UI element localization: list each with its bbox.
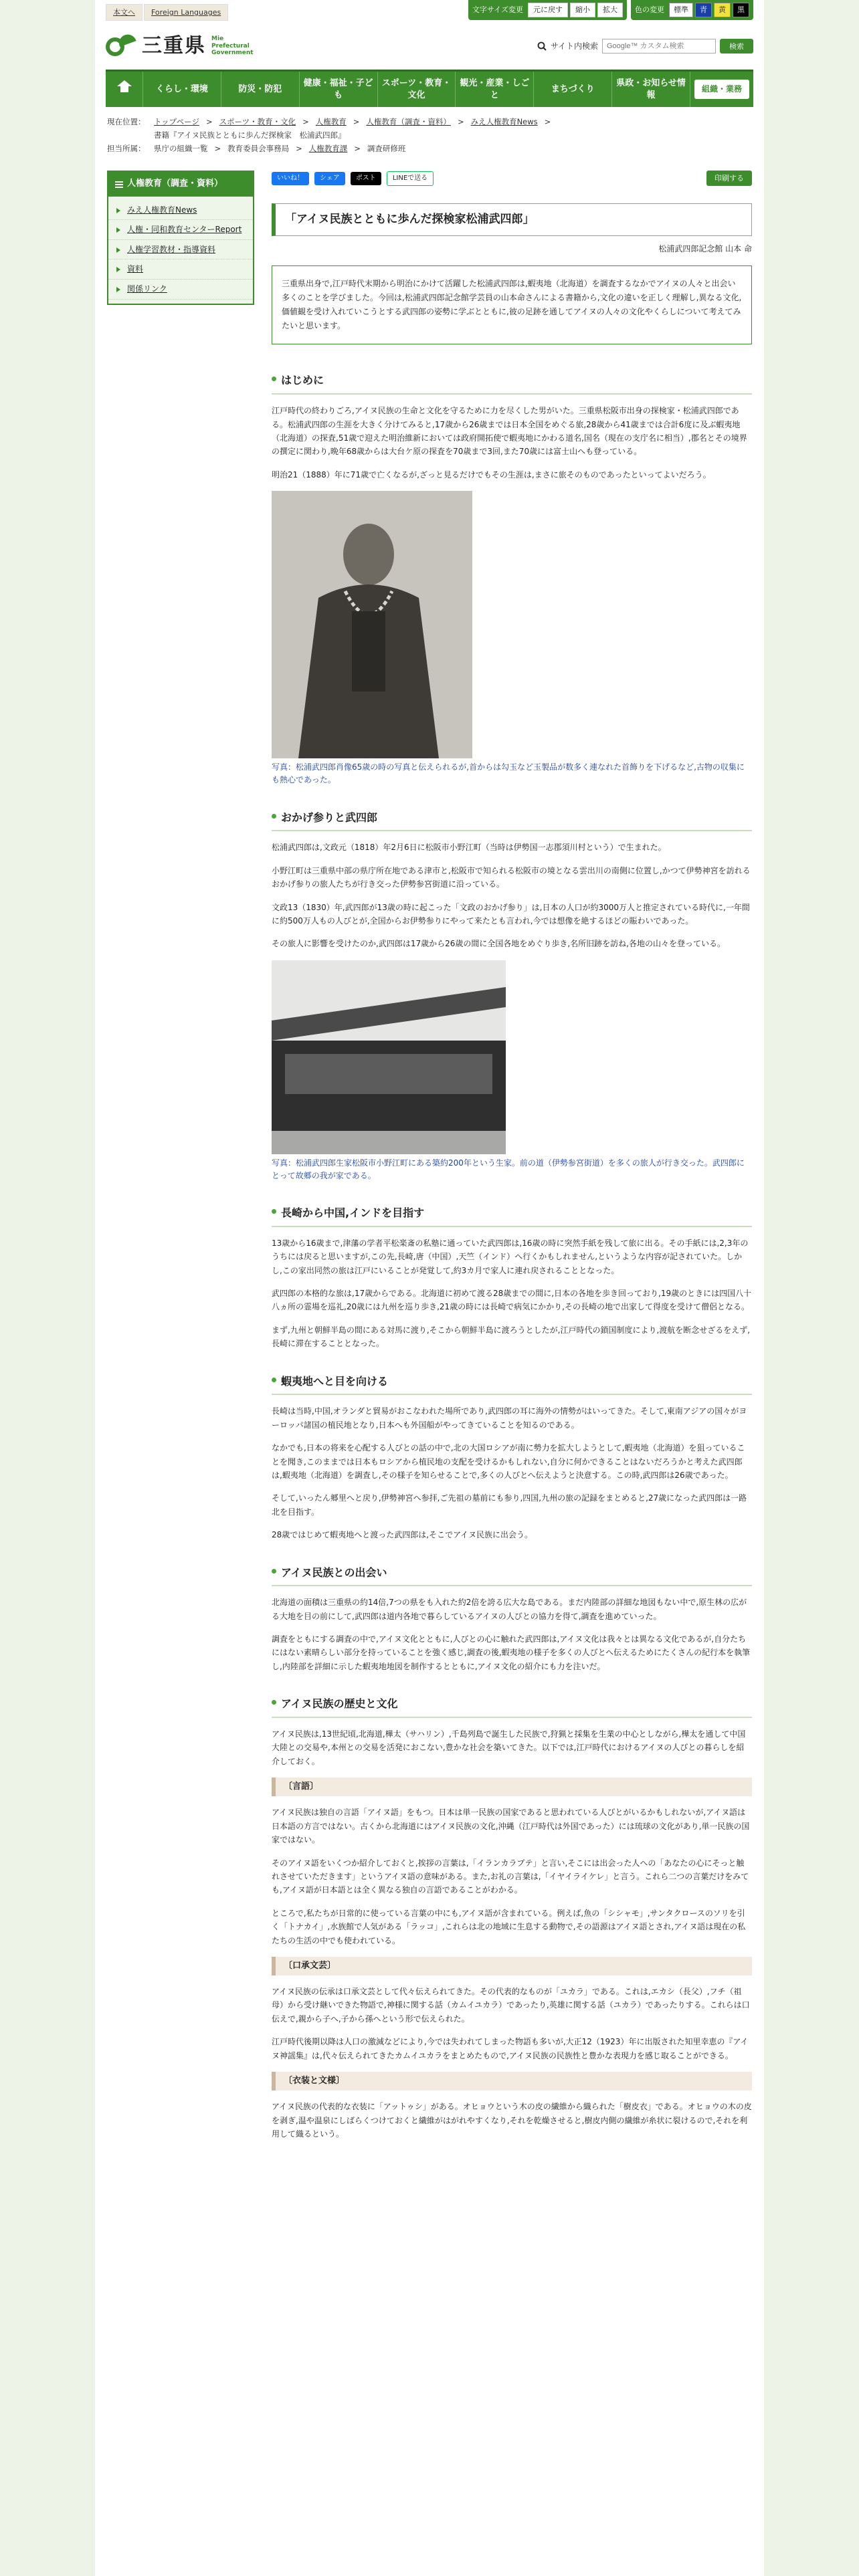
breadcrumb-tail-row [107, 130, 752, 142]
paragraph: 13歳から16歳まで,津藩の学者平松楽斎の私塾に通っていた武四郎は,16歳の時に突然手紙を残して旅に出る。その手紙には,2,3年のうちには戻ると思いますが,この先,長崎,唐（中国）,天竺（インド）へ行くかもしれません,というような内容が記されていた。しかし,この家出同然の旅は江戸にいることが発覚して,約3カ月で家人に連れ戻されることとなった。 [272, 1238, 749, 1275]
subsection-heading: 〔口承文芸〕 [272, 1957, 752, 1975]
x-post-button[interactable]: ポスト [351, 172, 381, 185]
breadcrumb [95, 107, 764, 160]
paragraph: その旅人に影響を受けたのか,武四郎は17歳から26歳の間に全国各地をめぐり歩き,名所旧跡を訪ね,各地の山々を登っている。 [272, 939, 725, 949]
sidebar-item-documents[interactable]: 資料 [108, 259, 253, 280]
breadcrumb-dept-item: 調査研修班 [367, 143, 406, 153]
sidebar-menu [107, 171, 254, 304]
page-title: 「アイヌ民族とともに歩んだ探検家松浦武四郎」 [272, 203, 752, 235]
breadcrumb-link[interactable]: みえ人権教育News [470, 117, 538, 126]
paragraph: 武四郎の本格的な旅は,17歳からである。北海道に初めて渡る28歳までの間に,日本の各地を歩き回っており,19歳のときには四国八十八ヵ所の霊場を巡礼,20歳には九州を巡り歩き,21歳の時には長崎で病気にかかり,その長崎の地で出家して得度を受けて僧侶となる。 [272, 1289, 752, 1312]
sidebar-list [108, 197, 253, 304]
search-icon [537, 41, 547, 51]
facebook-like-button[interactable]: いいね！ [272, 172, 309, 185]
paragraph: 江戸時代の終わりごろ,アイヌ民族の生命と文化を守るために力を尽くした男がいた。三重県松阪市出身の探検家・松浦武四郎である。松浦武四郎の生涯を大きく分けてみると,17歳から26歳までは日本全国をめぐる旅,28歳から41歳までは合計6度に及ぶ蝦夷地（北海道）の探査,51歳で迎えた明治維新においては政府開拓使で蝦夷地にかわる道名,国名（現在の支庁名に相当）,郡名とその境界の撰定に関わり,晩年68歳からは大台ケ原の探査を70歳まで3回,また70歳には富士山へも登っている。 [272, 406, 747, 457]
paragraph: 28歳ではじめて蝦夷地へと渡った武四郎は,そこでアイヌ民族に出会う。 [272, 1530, 533, 1540]
section-heading: アイヌ民族との出会い [272, 1562, 752, 1587]
paragraph: なかでも,日本の将来を心配する人びとの話の中で,北の大国ロシアが南に勢力を拡大しようとして,蝦夷地（北海道）を狙っていることを聞き,このままでは日本もロシアから植民地の支配を受けるかもしれない,自分に何かできることはないだろうかと考えた武四郎は,蝦夷地（北海道）を調査し,その様子を知らせることで,多くの人びとへ伝えようと決意する。この時,武四郎は26歳であった。 [272, 1443, 745, 1480]
nav-item-tourism[interactable]: 観光・産業・しごと [456, 72, 534, 107]
site-logo[interactable] [106, 31, 252, 62]
section-okage-mairi [272, 807, 752, 1183]
sidebar-item-report[interactable]: 人権・同和教育センターReport [108, 220, 253, 240]
section-ezochi [272, 1371, 752, 1542]
breadcrumb-link[interactable]: 人権教育 [315, 117, 347, 126]
sidebar-title-text: 人権教育（調査・資料） [127, 179, 223, 189]
text-size-label: 文字サイズ変更 [472, 5, 523, 15]
site-search [537, 39, 753, 53]
color-label: 色の変更 [635, 5, 664, 15]
nav-home[interactable] [106, 72, 143, 107]
home-icon [119, 85, 130, 94]
main-content [272, 171, 752, 2161]
color-black-button[interactable]: 黒 [733, 3, 749, 17]
site-header [95, 23, 764, 70]
text-size-reset-button[interactable]: 元に戻す [528, 3, 568, 17]
global-nav [106, 70, 753, 107]
color-blue-button[interactable]: 青 [695, 3, 712, 17]
foreign-languages-link[interactable]: Foreign Languages [144, 4, 228, 21]
section-heading: はじめに [272, 370, 752, 395]
nav-item-safety[interactable]: 防災・防犯 [221, 72, 300, 107]
facebook-share-button[interactable]: シェア [314, 172, 345, 185]
article-intro: 三重県出身で,江戸時代末期から明治にかけて活躍した松浦武四郎は,蝦夷地（北海道）を調査するなかでアイヌの人々と出会い多くのことを学びました。今回は,松浦武四郎記念館学芸員の山本命さんによる書籍から,文化の違いを正しく理解し,異なる文化,価値観を受け入れていこうとする武四郎の姿勢に学ぶとともに,彼の足跡を通してアイヌの人々の文化やくらしについて考えてみたいと思います。 [272, 265, 752, 344]
portrait-photo [272, 491, 472, 758]
breadcrumb-link[interactable]: 人権教育（調査・資料） [366, 117, 451, 126]
share-bar [272, 171, 752, 186]
content-layout [95, 160, 764, 2171]
nav-item-living[interactable]: くらし・環境 [143, 72, 221, 107]
breadcrumb-dept-link[interactable]: 人権教育課 [308, 143, 348, 153]
line-share-button[interactable]: LINEで送る [387, 171, 434, 186]
section-heading: アイヌ民族の歴史と文化 [272, 1693, 752, 1718]
paragraph: アイヌ民族は独自の言語「アイヌ語」をもつ。日本は単一民族の国家であると思われている人びとがいるかもしれないが,アイヌ語は日本語の方言ではない。古くから北海道にはアイヌ民族の文化,沖縄（江戸時代は外国であった）には琉球の文化があり,単一民族の国家ではない。 [272, 1808, 750, 1845]
sidebar [107, 171, 254, 2161]
article-author: 松浦武四郎記念館 山本 命 [658, 243, 752, 253]
paragraph: そして,いったん郷里へと戻り,伊勢神宮へ参拝,ご先祖の墓前にも参り,四国,九州の旅の記録をまとめると,27歳になった武四郎は一路北を目指す。 [272, 1493, 747, 1517]
subsection-heading: 〔言語〕 [272, 1778, 752, 1796]
breadcrumb-current-label: 現在位置： [107, 117, 146, 126]
photo-caption: 写真：松浦武四郎肖像65歳の時の写真と伝えられるが,首からは勾玉など玉製品が数多く連なれた首飾りを下げるなど,古物の収集にも熱心であった。 [272, 762, 745, 785]
display-settings [468, 0, 753, 20]
section-introduction [272, 370, 752, 786]
color-yellow-button[interactable]: 黄 [714, 3, 731, 17]
paragraph: まず,九州と朝鮮半島の間にある対馬に渡り,そこから朝鮮半島に渡ろうとしたが,江戸時代の鎖国制度により,渡航を断念せざるをえず,長崎に滞在することとなった。 [272, 1325, 751, 1349]
paragraph: 江戸時代後期以降は人口の激減などにより,今では失われてしまった物語も多いが,大正12（1923）年に出版された知里幸恵の『アイヌ神謡集』は,代々伝えられてきたカムイユカラをまとめたもので,アイヌ民族の民族性と豊かな表現力を感じ取ることができる。 [272, 2037, 749, 2060]
nav-item-organization[interactable]: 組織・業務 [694, 80, 749, 99]
search-input[interactable] [602, 39, 716, 53]
paragraph: 小野江町は三重県中部の県庁所在地である津市と,松阪市で知られる松阪市の境となる雲出川の南側に位置し,かつて伊勢神宮を訪れるおかげ参りの旅人たちが行き交った伊勢参宮街道に沿っている。 [272, 865, 751, 889]
paragraph: アイヌ民族は,13世紀頃,北海道,樺太（サハリン）,千島列島で誕生した民族で,狩猟と採集を生業の中心としながら,樺太を通して中国大陸との交易や,本州との交易を活発におこない,豊かな社会を築いてきた。以下では,江戸時代におけるアイヌの人びとの暮らしを紹介しておく。 [272, 1729, 746, 1766]
paragraph: 明治21（1888）年に71歳で亡くなるが,ざっと見るだけでもその生涯は,まさに旅そのものであったといってよいだろう。 [272, 469, 711, 479]
section-heading: 長崎から中国,インドを目指す [272, 1202, 752, 1227]
breadcrumb-department: 担当所属： 県庁の組織一覧 > 教育委員会事務局 > 人権教育課 > 調査研修班 [107, 143, 752, 155]
nav-item-health[interactable]: 健康・福祉・子ども [300, 72, 378, 107]
nav-item-education[interactable]: スポーツ・教育・文化 [378, 72, 456, 107]
text-size-shrink-button[interactable]: 縮小 [570, 3, 595, 17]
paragraph: そのアイヌ語をいくつか紹介しておくと,挨拶の言葉は,「イランカラプテ」と言い,そこには出会った人への「あなたの心にそっと触れさせていただきます」というアイヌ語の意味がある。また,お礼の言葉は,「イヤイライケレ」と言う。これら二つの言葉だけをみても,アイヌ語が日本語とは全く異なる独自の言語であることがわかる。 [272, 1858, 749, 1895]
paragraph: 北海道の面積は三重県の約14倍,7つの県をも入れた約2倍を誇る広大な島である。まだ内陸部の詳細な地図もない中で,原生林の広がる大地を目の前にして,武四郎は道内各地で暮らしているアイヌの人びとの協力を得て,調査を進めていった。 [272, 1598, 747, 1621]
paragraph: 長崎は当時,中国,オランダと貿易がおこなわれた場所であり,武四郎の耳に海外の情勢がはいってきた。そして,東南アジアの国々がヨーロッパ諸国の植民地となり,日本へも外国船がやってきていることを知るのである。 [272, 1406, 747, 1430]
utility-links [106, 0, 228, 21]
search-label: サイト内検索 [550, 41, 598, 51]
breadcrumb-dept-label: 担当所属： [107, 143, 146, 153]
search-button[interactable]: 検索 [720, 39, 753, 53]
paragraph: 文政13（1830）年,武四郎が13歳の時に起こった「文政のおかげ参り」は,日本の人口が約3000万人と推定されている時代に,一年間に約500万人もの人びとが,全国からお伊勢参りにやって来たとも言われ,今では想像を絶するほどの賑わいであった。 [272, 902, 750, 926]
breadcrumb-current: 現在位置： トップページ > スポーツ・教育・文化 > 人権教育 > 人権教育（調査・資料） > みえ人権教育News > [107, 116, 752, 128]
section-heading: 蝦夷地へと目を向ける [272, 1371, 752, 1396]
breadcrumb-dept-item: 県庁の組織一覧 [154, 143, 208, 153]
section-nagasaki [272, 1202, 752, 1351]
page [95, 0, 764, 2576]
section-ainu-encounter [272, 1562, 752, 1674]
logo-text: 三重県 [142, 33, 206, 58]
section-ainu-history [272, 1693, 752, 2141]
breadcrumb-dept-item: 教育委員会事務局 [227, 143, 290, 153]
breadcrumb-current-page: 書籍『アイヌ民族とともに歩んだ探検家 松浦武四郎』 [154, 130, 346, 140]
sidebar-item-materials[interactable]: 人権学習教材・指導資料 [108, 240, 253, 260]
subsection-heading: 〔衣装と文様〕 [272, 2072, 752, 2090]
print-button[interactable]: 印刷する [706, 171, 752, 186]
breadcrumb-link[interactable]: トップページ [154, 117, 199, 126]
mie-logo-icon [106, 35, 136, 58]
text-size-control [468, 0, 627, 20]
photo-caption: 写真：松浦武四郎生家松阪市小野江町にある築約200年という生家。前の道（伊勢参宮街道）を多くの旅人が行き交った。武四郎にとって故郷の我が家である。 [272, 1158, 745, 1180]
sidebar-item-links[interactable]: 関係リンク [108, 280, 253, 300]
paragraph: アイヌ民族の代表的な衣装に「アットゥシ」がある。オヒョウという木の皮の繊維から織られた「樹皮衣」である。オヒョウの木の皮を剥ぎ,温や温泉にしばらくつけておくと繊維がはがれやすくなり,それを乾燥させると,樹皮内側の繊維が糸状に裂けるので,それを利用して織るという。 [272, 2102, 752, 2139]
sidebar-title [108, 172, 253, 196]
nav-item-government[interactable]: 県政・お知らせ情報 [612, 72, 690, 107]
utility-bar [95, 0, 764, 23]
paragraph: 松浦武四郎は,文政元（1818）年2月6日に松阪市小野江町（当時は伊勢国一志郡須川村という）で生まれた。 [272, 843, 666, 853]
nav-item-town[interactable]: まちづくり [534, 72, 612, 107]
skip-to-content-link[interactable]: 本文へ [106, 4, 142, 21]
color-control [631, 0, 753, 20]
sidebar-item-news[interactable]: みえ人権教育News [108, 201, 253, 221]
paragraph: 調査をともにする調査の中で,アイヌ文化とともに,人びとの心に触れた武四郎は,アイヌ文化は我々とは異なる文化であるが,自分たちにはない素晴らしい部分を持っていることを強く感じ,調査の後,蝦夷地の様子を多くの人びとへ伝えるためにたくさんの紀行本を執筆し,内陸部を詳細に示した蝦夷地地図を制作するとともに,アイヌ文化の紹介にも力を注いだ。 [272, 1634, 751, 1671]
menu-icon [115, 181, 123, 188]
color-standard-button[interactable]: 標準 [669, 3, 693, 17]
logo-english: Mie Prefectural Government [211, 35, 254, 57]
birthplace-photo [272, 960, 506, 1154]
paragraph: ところで,私たちが日常的に使っている言葉の中にも,アイヌ語が含まれている。例えば,魚の「シシャモ」,サンタクロースのソリを引く「トナカイ」,水族館で人気がある「ラッコ」,これらは北の地域に生息する動物で,その語源はアイヌ語とされ,アイヌ語は現在の私たちの生活の中でも使われている。 [272, 1908, 746, 1945]
breadcrumb-link[interactable]: スポーツ・教育・文化 [219, 117, 296, 126]
paragraph: アイヌ民族の伝承は口承文芸として代々伝えられてきた。その代表的なものが「ユカラ」である。これは,エカシ（長父）,フチ（祖母）から受け継いできた物語で,神様に関する話（カムイユカラ）であったり,英雄に関する話（ユカラ）であったりする。これらは口伝えで,親から子へ,子から孫へという形で伝えられた。 [272, 1987, 750, 2024]
text-size-enlarge-button[interactable]: 拡大 [597, 3, 623, 17]
section-heading: おかげ参りと武四郎 [272, 807, 752, 832]
